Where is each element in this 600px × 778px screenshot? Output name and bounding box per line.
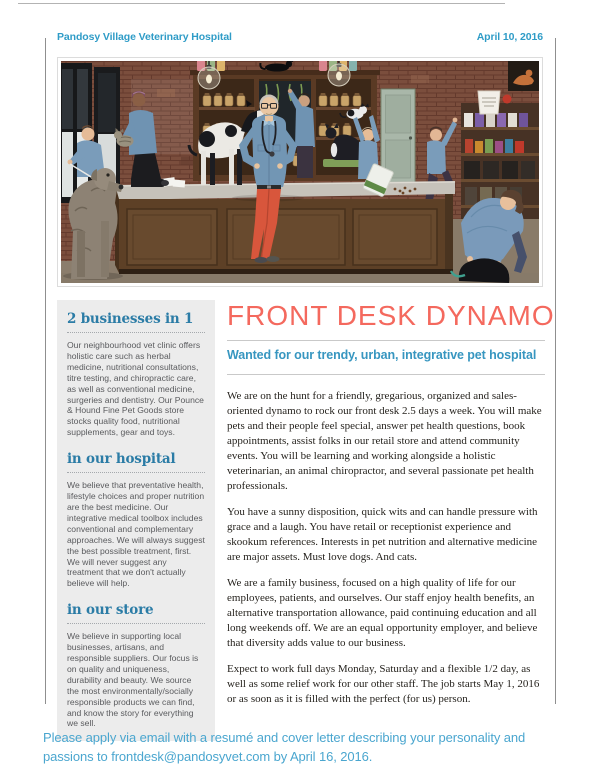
sidebar-heading: in our hospital (67, 451, 205, 473)
page-top-divider (18, 3, 505, 4)
main-article (227, 298, 555, 718)
apply-text-after: by April 16, 2016. (270, 749, 373, 764)
article-paragraph: You have a sunny disposition, quick wits and can handle pressure with grace and a laugh. You have retail or receptionist experience and skookum references. Interests in pet nutrition and alternative medicine are major assets. Must love dogs. And cats. (227, 506, 538, 563)
page-left-edge (45, 38, 46, 704)
article-paragraph: Expect to work full days Monday, Saturday and a flexible 1/2 day, as well as some relief work for our other staff. The job starts May 1, 2016 or as soon as it is filled with the perfect (for us) person. (227, 663, 540, 705)
sidebar-heading: 2 businesses in 1 (67, 311, 205, 333)
header-organization: Pandosy Village Veterinary Hospital (57, 31, 232, 43)
team-photo (57, 57, 543, 287)
subtitle-divider (227, 374, 545, 375)
article-body (227, 389, 545, 707)
sidebar-heading: in our store (67, 602, 205, 624)
sidebar-section-businesses (67, 311, 205, 438)
sidebar-body: We believe in supporting local businesses, artisans, and responsible suppliers. Our focus is on quality and uniqueness, durability and beauty. We source the most environmentally/socially responsible products we can find, and know the story for everything we sell. (67, 631, 199, 729)
article-paragraph: We are on the hunt for a friendly, gregarious, organized and sales-oriented dynamo to rock our front desk 2.5 days a week. You will make pets and their people feel special, answer pet health questions, book appointments, assist folks in our retail store and attend community events. You will be learning and working alongside a holistic veterinarian, an animal chiropractor, and several passionate pet health professionals. (227, 390, 542, 492)
article-subtitle: Wanted for our trendy, urban, integrative pet hospital (227, 348, 537, 362)
page-right-edge (555, 38, 556, 704)
article-title: FRONT DESK DYNAMO (227, 300, 555, 331)
sidebar-section-store (67, 602, 205, 729)
header-date: April 10, 2016 (476, 31, 543, 43)
cat-picture (508, 61, 539, 91)
article-paragraph: We are a family business, focused on a high quality of life for our employees, patients, and ourselves. Our staff enjoy health benefits, an alternative transportation allowance, paid continuing education and all long weekends off. We are an equal opportunity employer, and believe that diversity adds value to our business. (227, 577, 538, 649)
apply-instructions (43, 728, 562, 766)
sidebar-section-hospital (67, 451, 205, 589)
sidebar (57, 300, 215, 741)
apply-email-link[interactable]: frontdesk@pandosyvet.com (111, 749, 271, 764)
sidebar-body: We believe that preventative health, lifestyle choices and proper nutrition are the best medicine. Our integrative medical toolbox includes conventional and complementary approaches. We will always suggest the best possible treatment, first. We will never suggest any treatment that we don't actually believe will help. (67, 480, 205, 589)
clinic-team-illustration (61, 61, 539, 283)
apply-text-before: Please apply via email with a resumé and cover letter describing your personality and passions to (43, 730, 526, 764)
sidebar-body: Our neighbourhood vet clinic offers holistic care such as herbal medicine, nutritional consultations, titre testing, and chiropractic care, as well as conventional medicine, surgeries and dentistry. Our Pounce & Hound Fine Pet Goods store stocks quality food, nutritional supplements, gear and toys. (67, 340, 204, 438)
